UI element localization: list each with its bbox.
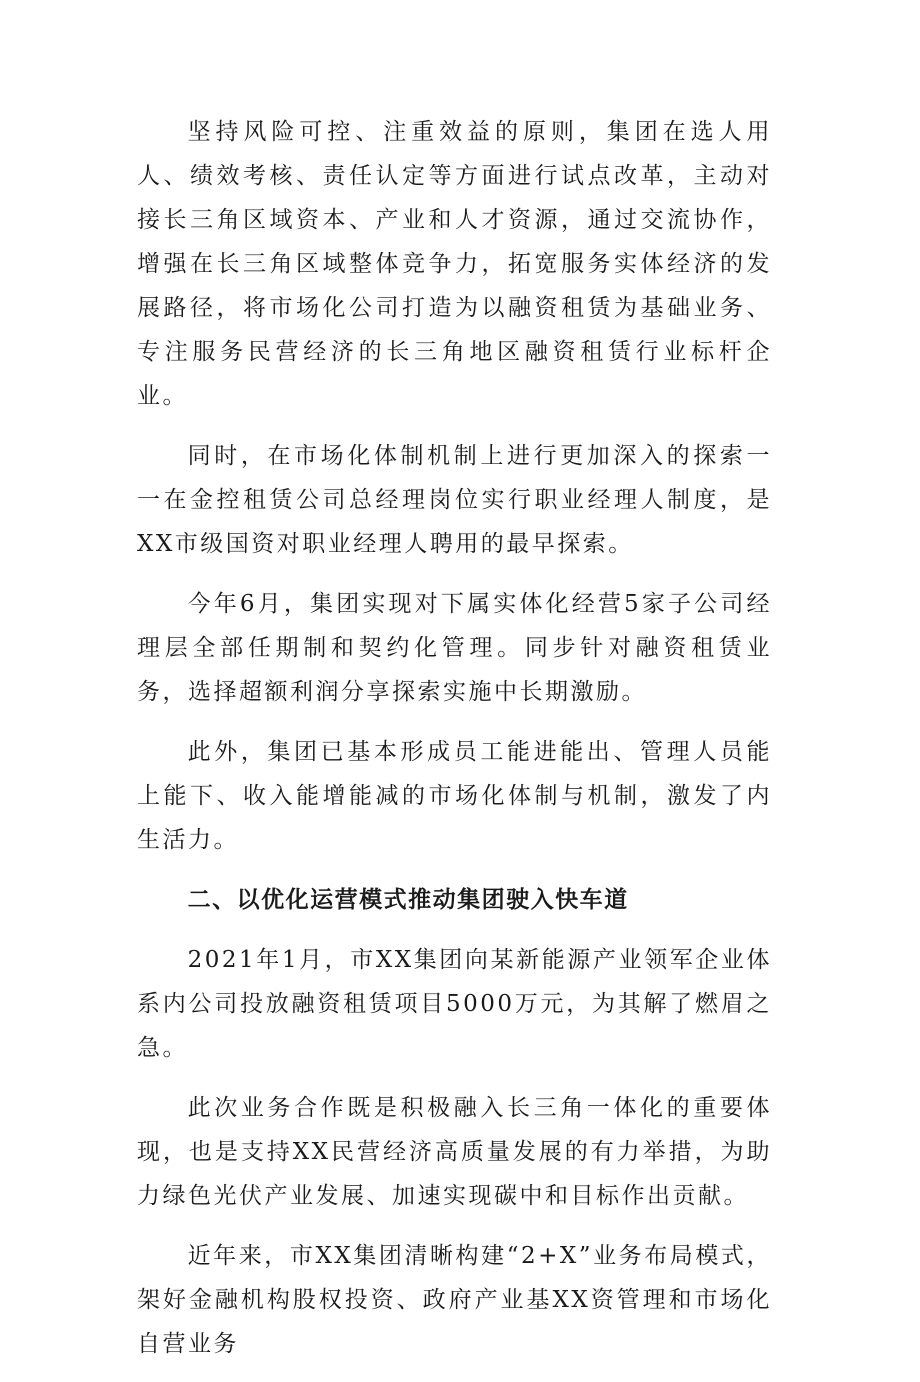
paragraph-market-mechanism: 此外，集团已基本形成员工能进能出、管理人员能上能下、收入能增能减的市场化体制与机制，激发了内生活力。	[137, 739, 772, 853]
section-heading: 二、以优化运营模式推动集团驶入快车道	[187, 887, 629, 913]
paragraph-business-layout: 近年来，市XX集团清晰构建“2+X”业务布局模式，架好金融机构股权投资、政府产业基XX资管理和市场化自营业务	[137, 1243, 772, 1357]
paragraph-cooperation: 此次业务合作既是积极融入长三角一体化的重要体现，也是支持XX民营经济高质量发展的有力举措，为助力绿色光伏产业发展、加速实现碳中和目标作出贡献。	[137, 1095, 772, 1209]
document-body	[137, 110, 772, 1382]
paragraph-professional-manager: 同时，在市场化体制机制上进行更加深入的探索一一在金控租赁公司总经理岗位实行职业经理人制度，是XX市级国资对职业经理人聘用的最早探索。	[137, 443, 772, 557]
paragraph-risk-control: 坚持风险可控、注重效益的原则，集团在选人用人、绩效考核、责任认定等方面进行试点改革，主动对接长三角区域资本、产业和人才资源，通过交流协作，增强在长三角区域整体竞争力，拓宽服务实体经济的发展路径，将市场化公司打造为以融资租赁为基础业务、专注服务民营经济的长三角地区融资租赁行业标杆企业。	[137, 119, 772, 409]
paragraph-leasing-project: 2021年1月，市XX集团向某新能源产业领军企业体系内公司投放融资租赁项目5000万元，为其解了燃眉之急。	[137, 947, 772, 1061]
paragraph-tenure-system: 今年6月，集团实现对下属实体化经营5家子公司经理层全部任期制和契约化管理。同步针对融资租赁业务，选择超额利润分享探索实施中长期激励。	[137, 591, 772, 705]
